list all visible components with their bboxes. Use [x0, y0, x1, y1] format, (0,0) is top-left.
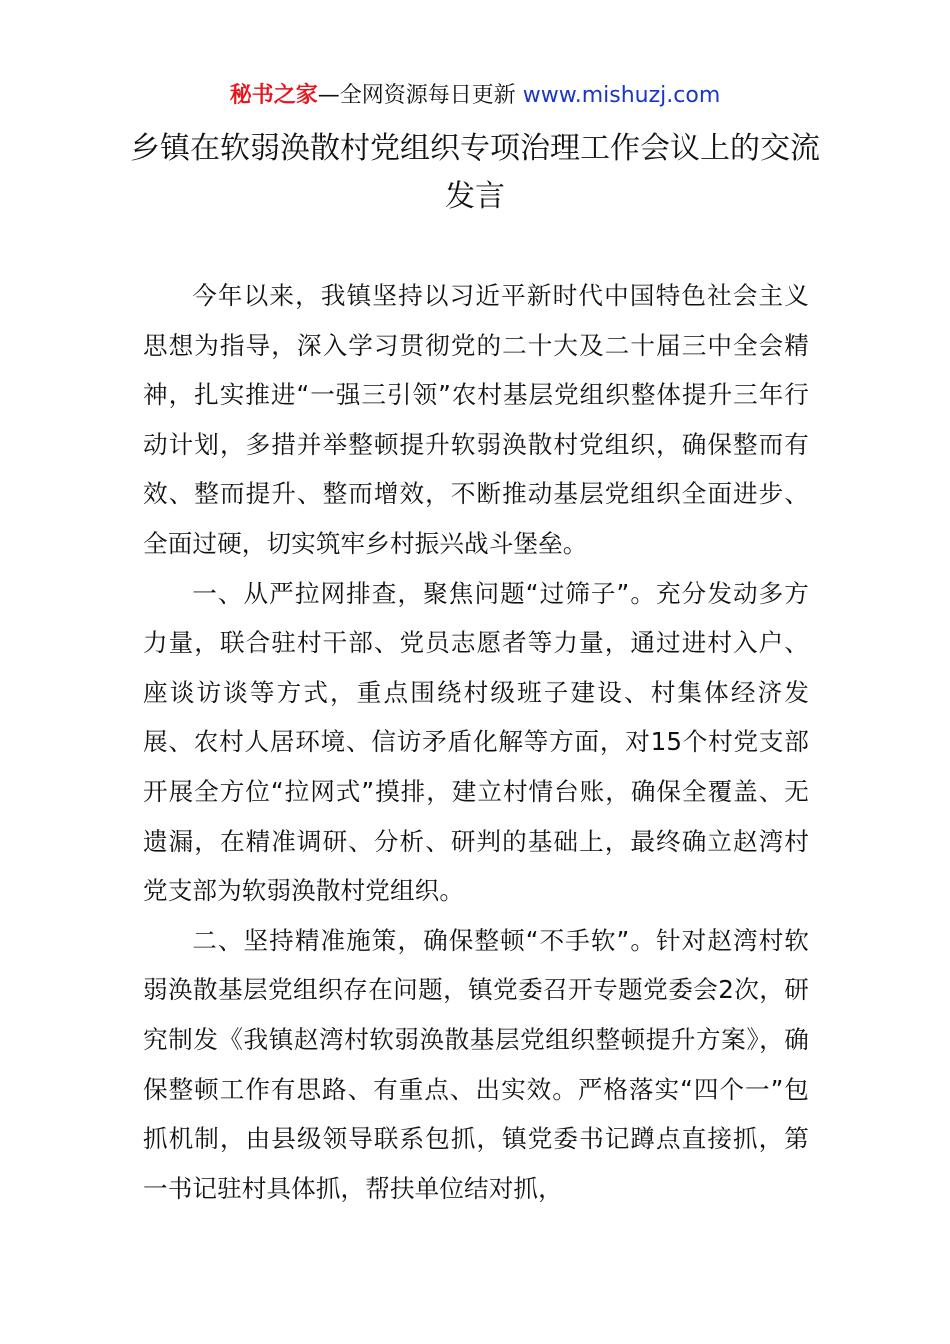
site-name: 秘书之家: [229, 83, 318, 108]
document-body: [143, 271, 809, 1213]
paragraph-intro: 今年以来，我镇坚持以习近平新时代中国特色社会主义思想为指导，深入学习贯彻党的二十大及二十届三中全会精神，扎实推进“一强三引领”农村基层党组织整体提升三年行动计划，多措并举整顿提升软弱涣散村党组织，确保整而有效、整而提升、整而增效，不断推动基层党组织全面进步、全面过硬，切实筑牢乡村振兴战斗堡垒。: [143, 281, 809, 558]
document-title: 乡镇在软弱涣散村党组织专项治理工作会议上的交流发言: [130, 131, 820, 214]
paragraph-section-one: 一、从严拉网排查，聚焦问题“过筛子”。充分发动多方力量，联合驻村干部、党员志愿者等力量，通过进村入户、座谈访谈等方式，重点围绕村级班子建设、村集体经济发展、农村人居环境、信访矛盾化解等方面，对15个村党支部开展全方位“拉网式”摸排，建立村情台账，确保全覆盖、无遗漏，在精准调研、分析、研判的基础上，最终确立赵湾村党支部为软弱涣散村党组织。: [143, 578, 809, 906]
paragraph-section-two: 二、坚持精准施策，确保整顿“不手软”。针对赵湾村软弱涣散基层党组织存在问题，镇党委召开专题党委会2次，研究制发《我镇赵湾村软弱涣散基层党组织整顿提升方案》，确保整顿工作有思路、有重点、出实效。严格落实“四个一”包抓机制，由县级领导联系包抓，镇党委书记蹲点直接抓，第一书记驻村具体抓，帮扶单位结对抓，: [143, 925, 809, 1203]
site-url-link[interactable]: www.mishuzj.com: [522, 83, 721, 108]
site-slogan: —全网资源每日更新: [317, 83, 523, 108]
site-header: [0, 80, 950, 112]
